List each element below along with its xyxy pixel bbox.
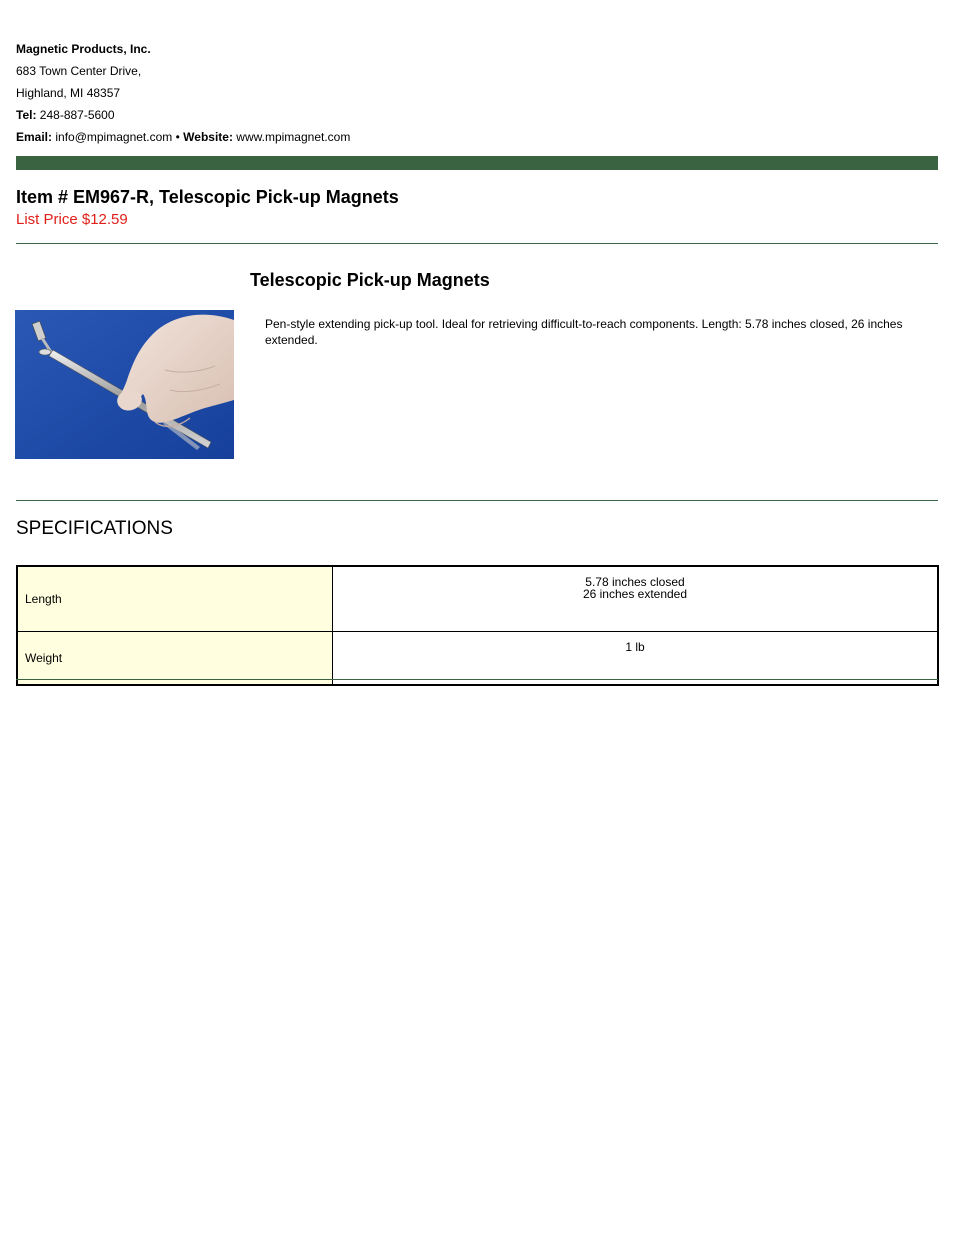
spec-value-line: 5.78 inches closed xyxy=(585,575,685,589)
product-heading: Telescopic Pick-up Magnets xyxy=(250,270,490,290)
tel-value: 248-887-5600 xyxy=(39,108,115,122)
spec-value-line: 1 lb xyxy=(625,640,645,654)
table-row xyxy=(17,632,938,686)
list-price: List Price $12.59 xyxy=(16,211,128,228)
spec-label-weight: Weight xyxy=(17,632,333,686)
company-info xyxy=(16,38,350,148)
spec-value-weight xyxy=(333,632,939,686)
spec-label-length: Length xyxy=(17,566,333,632)
divider xyxy=(16,243,938,244)
address-line-2: Highland, MI 48357 xyxy=(16,86,121,100)
specifications-heading: SPECIFICATIONS xyxy=(16,518,173,539)
address-line-1: 683 Town Center Drive, xyxy=(16,64,142,78)
spec-value-length xyxy=(333,566,939,632)
email-label: Email: xyxy=(16,130,53,144)
divider xyxy=(16,679,938,680)
separator: • xyxy=(175,130,180,144)
contact-line xyxy=(16,126,350,148)
table-row xyxy=(17,566,938,632)
specifications-table xyxy=(16,565,939,686)
product-photo-icon xyxy=(15,310,234,459)
product-description: Pen-style extending pick-up tool. Ideal for retrieving difficult-to-reach components. Length: 5.78 inches closed, 26 inches extended. xyxy=(265,317,903,347)
company-name: Magnetic Products, Inc. xyxy=(16,42,151,56)
tel-label: Tel: xyxy=(16,108,37,122)
item-title: Item # EM967-R, Telescopic Pick-up Magnets xyxy=(16,187,399,207)
product-image xyxy=(15,310,234,459)
divider xyxy=(16,500,938,501)
website-value[interactable]: www.mpimagnet.com xyxy=(236,130,351,144)
website-label: Website: xyxy=(183,130,233,144)
email-value[interactable]: info@mpimagnet.com xyxy=(55,130,173,144)
spec-value-line: 26 inches extended xyxy=(582,587,688,601)
header-divider-bar xyxy=(16,156,938,170)
telephone xyxy=(16,104,350,126)
